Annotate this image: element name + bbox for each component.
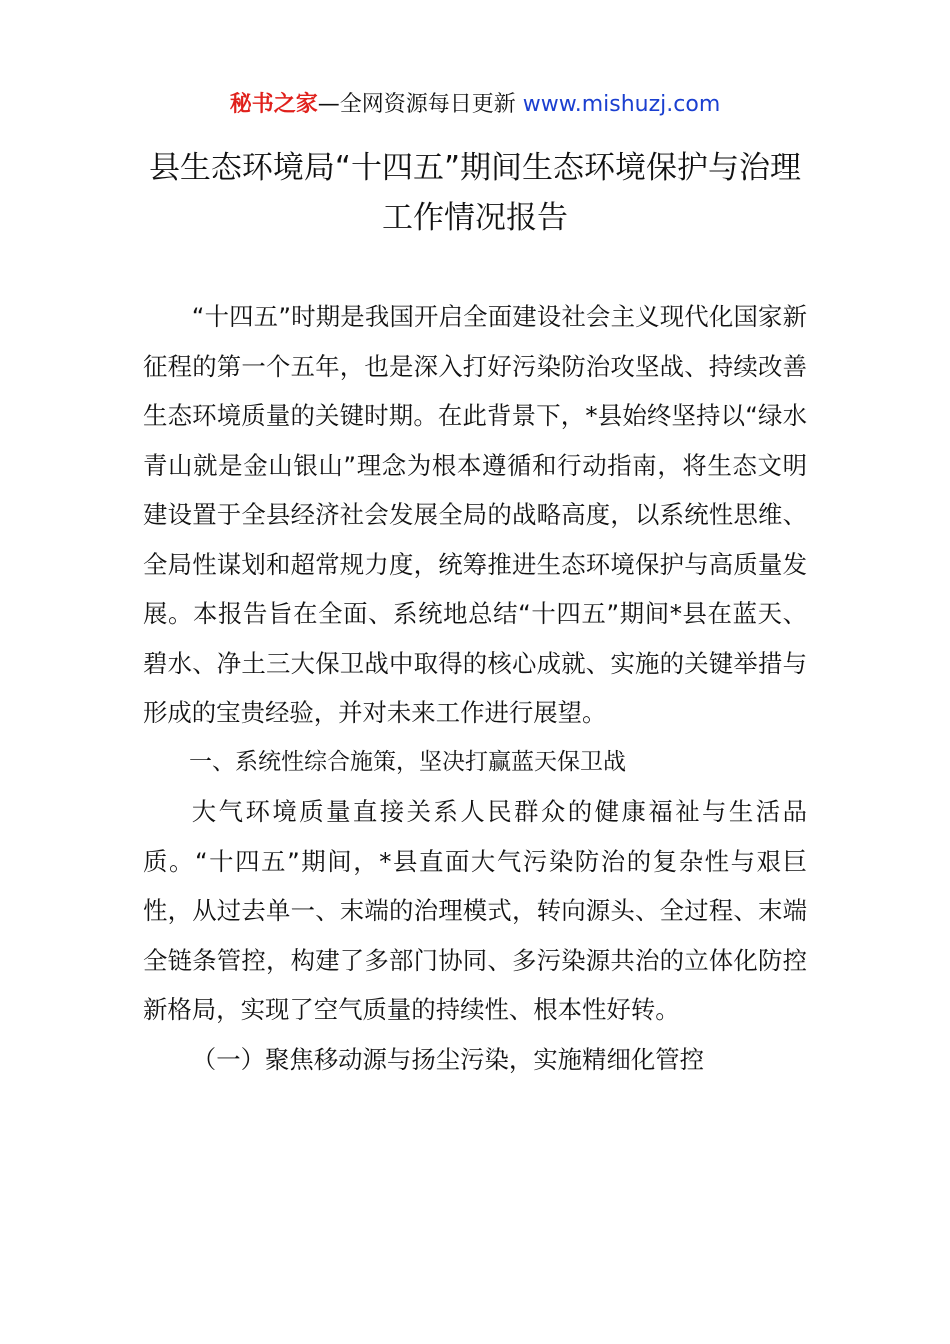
brand-name: 秘书之家	[229, 92, 318, 117]
header-tagline: —全网资源每日更新	[317, 92, 516, 117]
site-header	[0, 88, 950, 122]
section-1-paragraph: 大气环境质量直接关系人民群众的健康福祉与生活品质。“十四五”期间，*县直面大气污染防治的复杂性与艰巨性，从过去单一、末端的治理模式，转向源头、全过程、末端全链条管控，构建了多部门协同、多污染源共治的立体化防控新格局，实现了空气质量的持续性、根本性好转。	[143, 797, 807, 1024]
intro-paragraph: “十四五”时期是我国开启全面建设社会主义现代化国家新征程的第一个五年，也是深入打好污染防治攻坚战、持续改善生态环境质量的关键时期。在此背景下，*县始终坚持以“绿水青山就是金山银山”理念为根本遵循和行动指南，将生态文明建设置于全县经济社会发展全局的战略高度，以系统性思维、全局性谋划和超常规力度，统筹推进生态环境保护与高质量发展。本报告旨在全面、系统地总结“十四五”期间*县在蓝天、碧水、净土三大保卫战中取得的核心成就、实施的关键举措与形成的宝贵经验，并对未来工作进行展望。	[143, 302, 807, 727]
section-heading-1: 一、系统性综合施策，坚决打赢蓝天保卫战	[189, 748, 626, 775]
document-body	[143, 292, 807, 1084]
site-url-link[interactable]: www.mishuzj.com	[522, 92, 721, 117]
subsection-heading-1: （一）聚焦移动源与扬尘污染，实施精细化管控	[191, 1044, 705, 1074]
document-title: 县生态环境局“十四五”期间生态环境保护与治理工作情况报告	[148, 150, 802, 236]
